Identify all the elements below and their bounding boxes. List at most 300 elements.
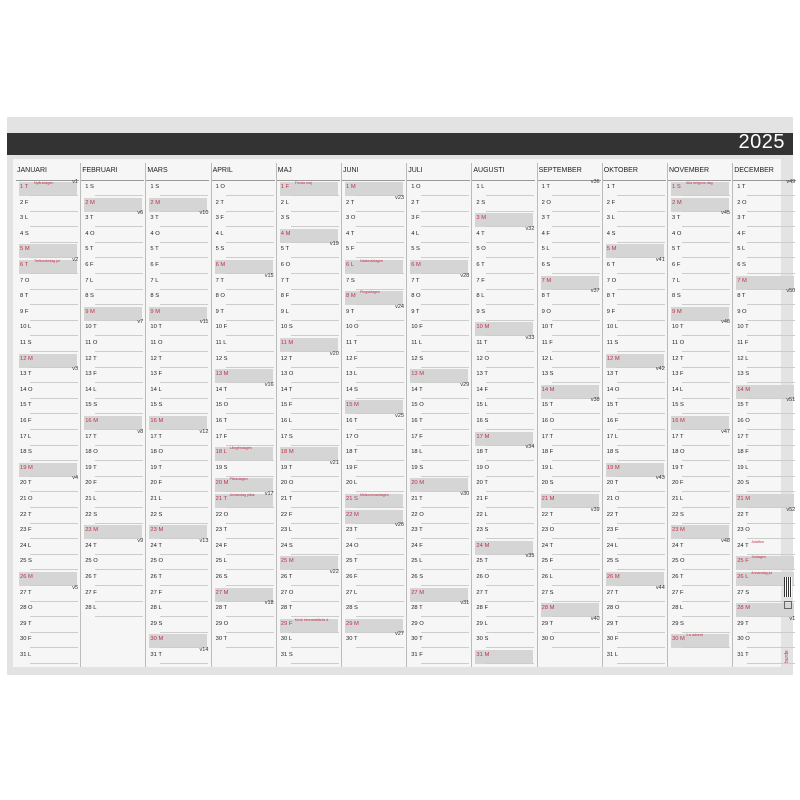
day-cell — [407, 493, 470, 509]
day-number: 7 L — [672, 277, 681, 284]
day-cell — [342, 275, 405, 291]
day-number: 21 S — [346, 496, 358, 502]
day-number: 21 L — [672, 496, 684, 502]
day-cell — [603, 540, 666, 556]
day-cell — [146, 321, 209, 337]
day-cell — [603, 228, 666, 244]
day-number: 22 M — [346, 511, 359, 518]
day-cell — [603, 181, 666, 197]
day-number: 24 T — [150, 542, 162, 549]
month-april — [212, 163, 275, 667]
day-number: 11 T — [346, 340, 358, 346]
day-number: 26 O — [476, 574, 489, 580]
day-number: 30 T — [215, 636, 228, 643]
day-number: 11 S — [606, 340, 619, 346]
day-cell — [603, 446, 666, 462]
day-number: 28 L — [672, 605, 684, 612]
day-cell — [212, 446, 275, 462]
day-number: 20 T — [20, 480, 32, 487]
day-cell — [212, 415, 275, 431]
day-number: 25 O — [150, 558, 163, 565]
day-number: 26 S — [411, 574, 424, 580]
day-cell — [668, 618, 731, 634]
day-number: 3 T — [85, 215, 94, 222]
day-cell — [277, 540, 340, 556]
day-number: 4 F — [541, 230, 550, 237]
day-number: 14 O — [20, 386, 33, 393]
week-number: v14 — [199, 647, 209, 653]
day-number: 22 T — [606, 511, 619, 518]
day-number: 3 F — [215, 215, 224, 222]
day-cell — [146, 384, 209, 400]
day-number: 14 M — [737, 386, 751, 393]
day-cell — [538, 212, 601, 228]
writing-line — [421, 663, 469, 664]
day-cell — [603, 415, 666, 431]
day-cell — [538, 337, 601, 353]
day-number: 12 T — [150, 355, 162, 362]
day-cell — [668, 275, 731, 291]
day-number: 21 T — [215, 496, 228, 502]
day-cell — [603, 493, 666, 509]
day-cell — [538, 524, 601, 540]
day-cell — [16, 431, 79, 447]
day-cell — [668, 428, 731, 447]
day-number: 7 T — [215, 277, 224, 284]
day-number: 30 F — [606, 636, 619, 643]
day-cell — [81, 212, 144, 228]
day-cell — [407, 540, 470, 556]
day-number: 9 O — [737, 308, 747, 315]
day-number: 26 T — [280, 574, 293, 580]
day-number: 31 S — [280, 652, 293, 658]
day-cell — [277, 197, 340, 213]
day-cell — [472, 337, 535, 353]
day-number: 3 L — [20, 215, 29, 222]
day-cell — [146, 555, 209, 571]
day-number: 22 T — [20, 511, 32, 518]
day-number: 16 F — [20, 418, 32, 424]
day-cell — [733, 290, 796, 306]
day-cell — [81, 290, 144, 306]
day-cell — [407, 381, 470, 400]
day-cell — [407, 321, 470, 337]
day-number: 24 T — [541, 542, 554, 549]
day-cell — [538, 321, 601, 337]
day-number: 28 M — [541, 605, 555, 612]
month-juli — [407, 163, 470, 667]
day-cell — [407, 243, 470, 259]
week-number: v23 — [395, 194, 404, 201]
day-cell — [81, 306, 144, 322]
day-number: 2 O — [541, 199, 551, 206]
day-cell — [538, 197, 601, 213]
day-cell — [342, 337, 405, 353]
day-cell — [407, 571, 470, 587]
day-number: 16 L — [280, 418, 293, 424]
week-number: v1 — [72, 179, 78, 185]
day-cell — [407, 618, 470, 634]
day-number: 15 T — [541, 402, 554, 409]
day-number: 23 M — [672, 527, 685, 534]
year-title: 2025 — [738, 131, 785, 153]
day-number: 19 S — [411, 464, 424, 471]
writing-line — [226, 647, 274, 648]
day-number: 30 O — [541, 636, 555, 643]
day-number: 16 O — [737, 418, 750, 424]
day-number: 3 T — [541, 215, 550, 222]
day-cell — [81, 524, 144, 540]
day-cell — [146, 602, 209, 618]
day-cell — [16, 228, 79, 244]
day-number: 6 T — [476, 262, 485, 268]
day-number: 3 F — [411, 215, 420, 222]
day-cell — [81, 415, 144, 431]
day-number: 1 O — [215, 184, 225, 190]
day-cell — [603, 649, 666, 665]
day-number: 10 O — [346, 324, 359, 331]
day-cell — [277, 259, 340, 275]
day-cell — [16, 259, 79, 275]
day-cell — [16, 181, 79, 197]
day-number: 3 T — [737, 215, 746, 222]
day-number: 13 F — [672, 371, 684, 378]
day-number: 19 T — [85, 464, 97, 471]
holiday-name: Påskdagen — [229, 477, 248, 482]
day-number: 22 S — [85, 511, 98, 518]
product-info — [784, 577, 792, 671]
day-number: 13 S — [737, 371, 750, 378]
day-number: 29 O — [215, 620, 229, 627]
week-number: v5 — [72, 584, 78, 591]
day-number: 3 S — [280, 215, 290, 222]
day-cell — [342, 555, 405, 571]
day-cell — [733, 506, 796, 525]
writing-line — [617, 663, 665, 664]
day-cell — [603, 197, 666, 213]
day-number: 11 L — [411, 340, 423, 346]
day-number: 17 T — [737, 433, 749, 440]
day-number: 4 L — [215, 230, 224, 237]
day-number: 12 T — [85, 355, 97, 362]
day-number: 20 F — [672, 480, 684, 487]
day-number: 15 T — [737, 402, 749, 409]
day-number: 12 L — [737, 355, 749, 362]
day-cell — [472, 399, 535, 415]
day-cell — [212, 524, 275, 540]
day-number: 20 T — [606, 480, 619, 487]
day-number: 7 F — [476, 277, 485, 284]
day-number: 11 F — [541, 340, 553, 346]
day-cell — [668, 602, 731, 618]
day-number: 27 F — [85, 589, 97, 596]
column-divider — [602, 163, 603, 667]
week-number: v22 — [329, 569, 339, 575]
day-cell — [407, 228, 470, 244]
day-cell — [212, 321, 275, 337]
day-number: 7 M — [737, 277, 747, 284]
day-number: 9 M — [150, 308, 161, 315]
week-number: v40 — [590, 615, 600, 622]
day-number: 7 L — [85, 277, 94, 284]
day-cell — [407, 462, 470, 478]
day-number: 13 T — [606, 371, 619, 378]
day-cell — [212, 462, 275, 478]
day-cell — [538, 571, 601, 587]
day-cell — [472, 290, 535, 306]
day-cell — [668, 462, 731, 478]
day-cell — [668, 353, 731, 369]
day-cell — [146, 571, 209, 587]
day-cell — [603, 618, 666, 634]
day-number: 6 F — [672, 262, 681, 268]
day-number: 11 O — [85, 340, 98, 346]
week-number: v2 — [72, 257, 78, 263]
day-number: 18 L — [411, 449, 423, 456]
day-cell — [603, 368, 666, 384]
day-number: 28 T — [280, 605, 293, 612]
day-number: 17 L — [606, 433, 619, 440]
week-number: v44 — [655, 584, 665, 591]
day-number: 2 T — [411, 199, 420, 206]
day-cell — [472, 649, 535, 665]
day-number: 1 T — [737, 184, 746, 190]
day-number: 4 O — [85, 230, 95, 237]
day-cell — [212, 243, 275, 259]
day-cell — [342, 431, 405, 447]
day-number: 10 S — [280, 324, 293, 331]
day-number: 18 M — [280, 449, 294, 456]
day-cell — [16, 306, 79, 322]
day-number: 5 T — [280, 246, 290, 253]
writing-line — [30, 663, 78, 664]
day-number: 21 O — [20, 496, 33, 502]
day-number: 21 T — [280, 496, 293, 502]
day-number: 17 F — [411, 433, 423, 440]
day-number: 22 S — [150, 511, 163, 518]
day-cell — [212, 228, 275, 244]
day-number: 18 T — [346, 449, 358, 456]
day-number: 19 M — [606, 464, 620, 471]
week-number: v4 — [72, 475, 78, 482]
week-number: v1 — [789, 615, 796, 622]
day-cell — [81, 509, 144, 525]
day-number: 28 L — [150, 605, 162, 612]
day-number: 4 L — [411, 230, 420, 237]
recycle-icon — [784, 601, 792, 609]
day-cell — [733, 477, 796, 493]
day-number: 1 T — [606, 184, 616, 190]
day-number: 1 T — [541, 184, 550, 190]
week-number: v21 — [329, 459, 339, 466]
day-number: 27 M — [215, 589, 229, 596]
day-number: 5 L — [541, 246, 550, 253]
day-number: 24 O — [346, 542, 359, 549]
day-number: 10 L — [20, 324, 32, 331]
day-cell — [407, 197, 470, 213]
month-name: SEPTEMBER — [538, 167, 582, 174]
day-number: 17 S — [280, 433, 293, 440]
day-number: 9 F — [20, 308, 29, 315]
day-number: 20 F — [85, 480, 97, 487]
day-cell — [146, 477, 209, 493]
day-cell — [277, 384, 340, 400]
day-number: 22 S — [672, 511, 684, 518]
day-cell — [342, 415, 405, 431]
day-number: 17 L — [20, 433, 32, 440]
holiday-name: Annandag påsk — [229, 493, 255, 497]
day-cell — [81, 181, 144, 197]
day-cell — [603, 584, 666, 603]
writing-line — [682, 647, 730, 648]
week-number: v16 — [264, 381, 274, 388]
day-cell — [16, 197, 79, 213]
day-number: 14 M — [541, 386, 555, 393]
day-number: 27 F — [150, 589, 162, 596]
day-number: 14 T — [280, 386, 293, 393]
day-cell — [472, 259, 535, 275]
day-number: 18 F — [737, 449, 749, 456]
day-cell — [146, 446, 209, 462]
day-number: 19 T — [280, 464, 293, 471]
day-cell — [81, 446, 144, 462]
holiday-name: Kristi himmelsfärds d. — [294, 617, 330, 622]
day-cell — [146, 428, 209, 447]
day-cell — [342, 321, 405, 337]
day-number: 11 L — [215, 340, 227, 346]
day-number: 15 L — [476, 402, 488, 409]
day-cell — [16, 649, 79, 665]
day-number: 10 T — [541, 324, 554, 331]
day-number: 14 L — [85, 386, 97, 393]
day-number: 13 S — [541, 371, 554, 378]
day-cell — [668, 555, 731, 571]
day-number: 4 O — [150, 230, 160, 237]
day-number: 10 L — [606, 324, 619, 331]
week-number: v17 — [264, 491, 274, 497]
day-cell — [16, 618, 79, 634]
day-cell — [277, 493, 340, 509]
day-cell — [146, 243, 209, 259]
holiday-name: Julafton — [751, 539, 764, 544]
day-cell — [16, 337, 79, 353]
day-number: 22 T — [541, 511, 554, 518]
day-cell — [668, 368, 731, 384]
day-number: 26 M — [20, 574, 33, 580]
day-number: 14 L — [672, 386, 684, 393]
day-cell — [733, 337, 796, 353]
day-cell — [16, 384, 79, 400]
day-cell — [81, 384, 144, 400]
day-cell — [81, 321, 144, 337]
week-number: v20 — [329, 350, 339, 357]
day-cell — [342, 446, 405, 462]
day-cell — [603, 290, 666, 306]
day-cell — [538, 477, 601, 493]
day-number: 20 M — [215, 480, 229, 487]
day-number: 30 T — [346, 636, 358, 643]
day-number: 16 T — [411, 418, 423, 424]
day-number: 17 T — [150, 433, 162, 440]
day-number: 29 T — [541, 620, 554, 627]
day-number: 10 F — [215, 324, 228, 331]
day-number: 6 M — [215, 262, 226, 268]
day-cell — [603, 337, 666, 353]
day-cell — [472, 618, 535, 634]
month-juni — [342, 163, 405, 667]
day-cell — [16, 368, 79, 384]
day-number: 6 T — [20, 262, 29, 268]
day-cell — [342, 602, 405, 618]
day-cell — [733, 181, 796, 197]
day-number: 21 M — [737, 496, 751, 502]
day-number: 25 T — [476, 558, 488, 565]
day-number: 26 T — [150, 574, 162, 580]
column-divider — [537, 163, 538, 667]
day-cell — [733, 415, 796, 431]
day-number: 1 S — [150, 184, 160, 190]
day-number: 5 L — [737, 246, 746, 253]
day-number: 6 F — [150, 262, 159, 268]
day-number: 2 S — [476, 199, 486, 206]
day-number: 25 T — [346, 558, 358, 565]
day-cell — [472, 275, 535, 291]
week-number: v34 — [525, 444, 535, 451]
day-cell — [668, 384, 731, 400]
day-cell — [146, 462, 209, 478]
day-number: 23 O — [541, 527, 555, 534]
day-number: 20 O — [280, 480, 294, 487]
wall-calendar-poster — [7, 117, 796, 675]
day-number: 23 F — [20, 527, 32, 534]
day-cell — [733, 259, 796, 275]
week-number: v35 — [525, 553, 535, 560]
day-number: 19 L — [737, 464, 749, 471]
writing-line — [486, 663, 534, 664]
week-number: v11 — [199, 319, 209, 326]
day-number: 22 T — [737, 511, 749, 518]
column-divider — [667, 163, 668, 667]
day-number: 26 F — [346, 574, 358, 580]
day-cell — [81, 368, 144, 384]
month-september — [538, 163, 601, 667]
day-cell — [538, 555, 601, 571]
month-name: MARS — [147, 167, 168, 174]
month-name: JULI — [408, 167, 423, 174]
day-number: 5 M — [606, 246, 617, 253]
month-name: NOVEMBER — [669, 167, 710, 174]
day-cell — [277, 321, 340, 337]
day-number: 4 T — [346, 230, 355, 237]
day-cell — [538, 290, 601, 306]
day-cell — [212, 353, 275, 369]
day-number: 15 S — [672, 402, 684, 409]
day-cell — [212, 571, 275, 587]
day-number: 13 O — [280, 371, 294, 378]
day-number: 13 T — [476, 371, 488, 378]
day-number: 16 T — [215, 418, 228, 424]
day-cell — [472, 197, 535, 213]
day-number: 29 F — [280, 620, 293, 627]
day-number: 21 O — [606, 496, 620, 502]
day-cell — [277, 306, 340, 322]
day-cell — [538, 306, 601, 322]
day-cell — [16, 584, 79, 603]
day-number: 12 M — [606, 355, 620, 362]
week-number: v31 — [460, 600, 470, 607]
day-cell — [16, 493, 79, 509]
day-cell — [277, 459, 340, 478]
